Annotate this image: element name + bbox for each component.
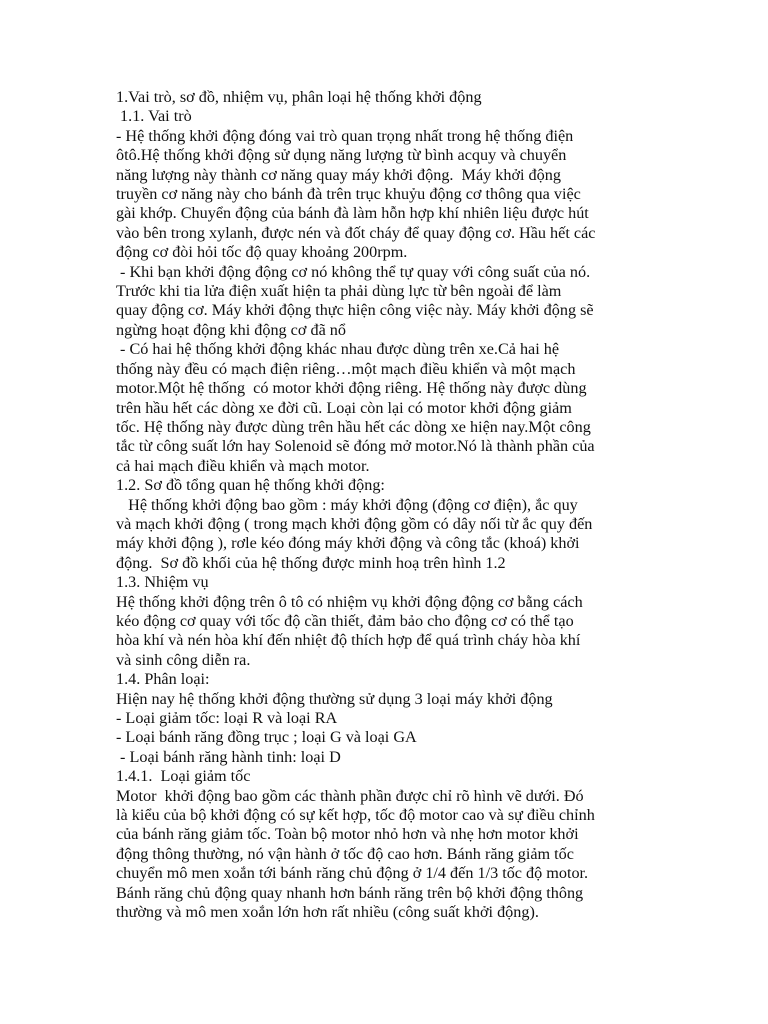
paragraph-line: động thông thường, nó vận hành ở tốc độ cao hơn. Bánh răng giảm tốc — [116, 844, 574, 863]
paragraph-line: thống này đều có mạch điện riêng…một mạch điều khiển và một mạch — [116, 359, 576, 378]
subsection-heading: 1.4.1. Loại giảm tốc — [116, 767, 251, 786]
subsection-heading: 1.4. Phân loại: — [116, 670, 210, 689]
paragraph-line: hòa khí và nén hòa khí đến nhiệt độ thích hợp để quá trình cháy hòa khí — [116, 631, 581, 650]
subsection-heading: 1.1. Vai trò — [116, 107, 192, 126]
paragraph-line: Hệ thống khởi động bao gồm : máy khởi động (động cơ điện), ắc quy — [116, 495, 578, 514]
paragraph-line: Motor khởi động bao gồm các thành phần được chỉ rõ hình vẽ dưới. Đó — [116, 786, 584, 805]
paragraph-line: trên hầu hết các dòng xe đời cũ. Loại còn lại có motor khởi động giảm — [116, 398, 572, 417]
paragraph-line: tốc. Hệ thống này được dùng trên hầu hết các dòng xe hiện nay.Một công — [116, 417, 591, 436]
paragraph-line: tắc từ công suất lớn hay Solenoid sẽ đóng mở motor.Nó là thành phần của — [116, 437, 595, 456]
paragraph-line: động. Sơ đồ khối của hệ thống được minh hoạ trên hình 1.2 — [116, 553, 506, 572]
document-page — [116, 88, 656, 922]
paragraph-line: và sinh công diễn ra. — [116, 650, 251, 669]
paragraph-line: - Hệ thống khởi động đóng vai trò quan trọng nhất trong hệ thống điện — [116, 126, 574, 145]
paragraph-line: gài khớp. Chuyển động của bánh đà làm hỗn hợp khí nhiên liệu được hút — [116, 204, 589, 223]
paragraph-line: - Có hai hệ thống khởi động khác nhau được dùng trên xe.Cả hai hệ — [116, 340, 560, 359]
paragraph-line: motor.Một hệ thống có motor khởi động riêng. Hệ thống này được dùng — [116, 379, 587, 398]
list-item: - Loại bánh răng hành tinh: loại D — [116, 747, 341, 766]
paragraph-line: kéo động cơ quay với tốc độ cần thiết, đảm bảo cho động cơ có thể tạo — [116, 611, 574, 630]
paragraph-line: - Khi bạn khởi động động cơ nó không thể tự quay với công suất của nó. — [116, 262, 591, 281]
paragraph-line: quay động cơ. Máy khởi động thực hiện công việc này. Máy khởi động sẽ — [116, 301, 594, 320]
paragraph-line: năng lượng này thành cơ năng quay máy khởi động. Máy khởi động — [116, 165, 561, 184]
paragraph-line: máy khởi động ), rơle kéo đóng máy khởi động và công tắc (khoá) khởi — [116, 534, 580, 553]
paragraph-line: và mạch khởi động ( trong mạch khởi động gồm có dây nối từ ắc quy đến — [116, 514, 593, 533]
paragraph-line: ngừng hoạt động khi động cơ đã nổ — [116, 320, 346, 339]
paragraph-line: chuyển mô men xoắn tới bánh răng chủ động ở 1/4 đến 1/3 tốc độ motor. — [116, 864, 589, 883]
paragraph-line: Hệ thống khởi động trên ô tô có nhiệm vụ khởi động động cơ bằng cách — [116, 592, 583, 611]
paragraph-line: là kiểu của bộ khởi động có sự kết hợp, tốc độ motor cao và sự điều chỉnh — [116, 806, 595, 825]
list-item: - Loại bánh răng đồng trục ; loại G và loại GA — [116, 728, 417, 747]
paragraph-line: ôtô.Hệ thống khởi động sử dụng năng lượng từ bình acquy và chuyển — [116, 146, 567, 165]
paragraph-line: Bánh răng chủ động quay nhanh hơn bánh răng trên bộ khởi động thông — [116, 883, 584, 902]
paragraph-line: động cơ đòi hỏi tốc độ quay khoảng 200rpm. — [116, 243, 408, 262]
subsection-heading: 1.3. Nhiệm vụ — [116, 573, 209, 592]
paragraph-line: vào bên trong xylanh, được nén và đốt cháy để quay động cơ. Hầu hết các — [116, 223, 596, 242]
subsection-heading: 1.2. Sơ đồ tổng quan hệ thống khởi động: — [116, 476, 385, 495]
section-heading: 1.Vai trò, sơ đồ, nhiệm vụ, phân loại hệ thống khởi động — [116, 88, 482, 106]
paragraph-line: cả hai mạch điều khiển và mạch motor. — [116, 456, 370, 475]
paragraph-line: Hiện nay hệ thống khởi động thường sử dụng 3 loại máy khởi động — [116, 689, 553, 708]
list-item: - Loại giảm tốc: loại R và loại RA — [116, 709, 338, 727]
paragraph-line: truyền cơ năng này cho bánh đà trên trục khuỷu động cơ thông qua việc — [116, 185, 581, 204]
paragraph-line: Trước khi tia lửa điện xuất hiện ta phải dùng lực từ bên ngoài để làm — [116, 282, 562, 301]
paragraph-line: của bánh răng giảm tốc. Toàn bộ motor nhỏ hơn và nhẹ hơn motor khởi — [116, 825, 579, 844]
paragraph-line: thường và mô men xoắn lớn hơn rất nhiều (công suất khởi động). — [116, 903, 539, 922]
